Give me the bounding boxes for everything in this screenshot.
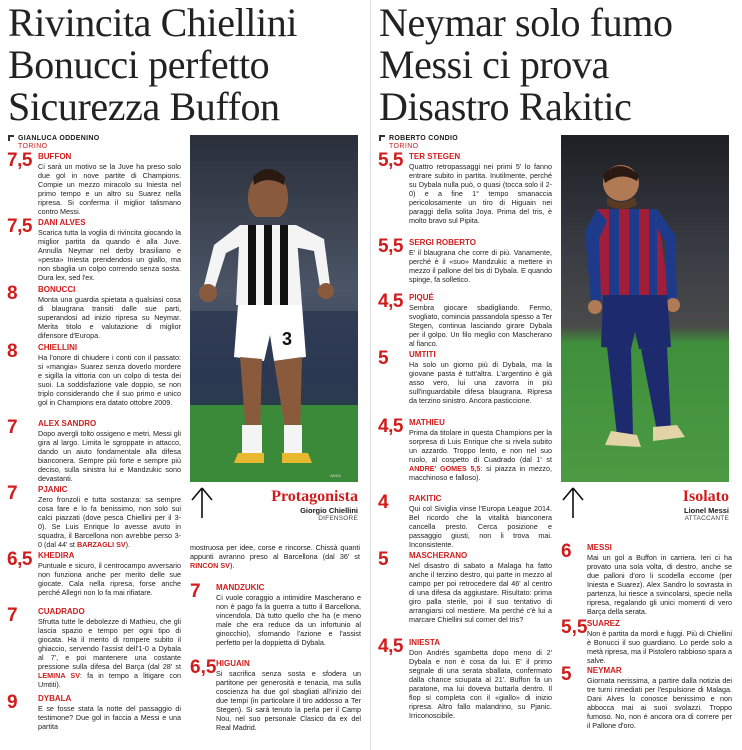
- grade-player: UMTITI: [409, 350, 436, 359]
- grade-player: CHIELLINI: [38, 343, 78, 352]
- grade-score: 7: [7, 417, 18, 438]
- grade-score: 4: [378, 492, 389, 513]
- shirt-number: 3: [282, 329, 293, 349]
- grade-text: Giornata nerissima, a partire dalla notizia dei tre turni rimediati per l'espulsione di Malaga. Dani Alves lo conosce benissimo e non abbocca mai ai suoi svolazzi. Troppo fumoso. No, non è ancora ora di correre per il Pallone d'oro.: [587, 676, 732, 730]
- byline-author: ROBERTO CONDIO: [389, 135, 459, 142]
- grade-text: Don Andrés sgambetta dopo meno di 2' Dybala e non è cosa da lui. E' il primo segnale di una serata sballata, confermato dalla chance sciupata al 21'. Buffon fa un paratone, ma lui doveva buttarla dentro. Il flop si completa con il «giallo» di inizio ripresa. Altro fallo malandrino, su Pjanic. Irriconoscibile.: [409, 648, 552, 720]
- messi-photo: [561, 135, 729, 482]
- grade-text-body: Zero fronzoli e tutta sostanza: sa sempre cosa fare e lo fa benissimo, non solo sui calci piazzati (dove pesca Chiellini per il 3-0). Se Luis Enrique lo avesse avuto in squadra, il Barcellona non avrebbe perso 3-0 (dal 44' st: [38, 495, 181, 549]
- grade-player: MASCHERANO: [409, 551, 468, 560]
- grade-player: PIQUÉ: [409, 293, 434, 302]
- messi-photo-illustration: [561, 135, 729, 482]
- continuation-tail: ).: [229, 561, 235, 570]
- substitute-ref: LEMINA SV: [38, 671, 80, 680]
- grade-text: Ci sarà un motivo se la Juve ha preso solo due gol in nove partite di Champions. Compie un mezzo miracolo su Iniesta nel primo tempo e un altro su Suarez nella ripresa. Si conferma il miglior talismano contro Messi.: [38, 162, 181, 216]
- right-byline: [379, 135, 458, 151]
- grade-text: Non è partita da mordi e fuggi. Più di Chiellini è Bonucci il suo guardiano. Lo perde solo a metà ripresa, ma il Pistolero rabbioso spara a salve.: [587, 629, 732, 665]
- substitute-ref: ANDRE' GOMES 5,5: [409, 464, 481, 473]
- grade-text: [38, 495, 181, 549]
- photo-player: Lionel Messi: [683, 506, 729, 515]
- grade-score: 5,5: [378, 150, 403, 171]
- grade-score: 6: [561, 541, 572, 562]
- chiellini-photo-illustration: [190, 135, 358, 482]
- grade-player: PJANIC: [38, 485, 68, 494]
- left-headline-line-2: Bonucci perfetto: [8, 42, 270, 87]
- grade-text: Qui col Siviglia vinse l'Europa League 2014. Bel ricordo che la vitalità bianconera cancella presto. Cerca posizione e passaggio giusti, non li trova mai. Inconsistente.: [409, 504, 552, 549]
- byline-corner-icon: [8, 135, 14, 141]
- grade-text: Ci vuole coraggio a intimidire Mascherano e non è pago fa la guerra a tutto il Barcellona, vincendola. Dà tutto quello che ha (e meno male che era reduce da un infortunio al ginocchio), sfornando l'azione e l'assist perfetto per la doppietta di Dybala.: [216, 593, 361, 647]
- grade-text: Monta una guardia spietata a qualsiasi cosa di blaugrana transiti dalle sue parti, superandosi ad inizio ripresa su Neymar. Merita titolo e valutazione di miglior difensore d'Europa.: [38, 295, 181, 340]
- grade-score: 5: [378, 348, 389, 369]
- dybala-continuation: [190, 543, 360, 570]
- grade-score: 7,5: [7, 216, 32, 237]
- grade-score: 5: [378, 549, 389, 570]
- grade-text: Mai un gol a Buffon in carriera. Ieri ci ha provato una sola volta, di destro, anche se due palloni d'oro li scodella eccome (per Iniesta e Suarez). Alex Sandro lo sovrasta in partenza, lui riesce a svincolarsi, specie nella ripresa, regalando gli unici momenti di vero Barça della serata.: [587, 553, 732, 616]
- grade-player: CUADRADO: [38, 607, 85, 616]
- substitute-ref: RINCON SV: [190, 561, 230, 570]
- grade-player: BUFFON: [38, 152, 72, 161]
- grade-score: 4,5: [378, 416, 403, 437]
- grade-score: 9: [7, 692, 18, 713]
- left-headline: [8, 2, 363, 128]
- grade-score: 5,5: [378, 236, 403, 257]
- chiellini-photo: [190, 135, 358, 482]
- grade-player: DYBALA: [38, 694, 72, 703]
- grade-text-tail: : si piazza in mezzo, macchinoso e falloso).: [409, 464, 552, 482]
- left-headline-line-1: Rivincita Chiellini: [8, 0, 298, 45]
- arrow-up-icon: [190, 486, 214, 520]
- photo-player: Giorgio Chiellini: [300, 506, 358, 515]
- grade-score: 4,5: [378, 291, 403, 312]
- photo-position: ATTACCANTE: [684, 515, 729, 522]
- grade-score: 7: [7, 483, 18, 504]
- grade-text: Dopo avergli tolto ossigeno e metri, Messi gli gira al largo. Limita le sgroppate in attacco, dando un aiuto fondamentale alla difesa bianconera. Sempre più forte e sempre più deciso, sulla sinistra lui e Mandzukic sono devastanti.: [38, 429, 181, 483]
- photo-credit: ANSA: [330, 473, 341, 478]
- grade-player: RAKITIC: [409, 494, 442, 503]
- right-article: [371, 0, 742, 750]
- grade-text: Ha solo un giorno più di Dybala, ma la giovane pasta è tutt'altra. L'argentino è già asso vero, lui una zavorra in più sull'inguardabile difesa blaugrana. Ripresa da terzino sinistro. Ancora pasticcione.: [409, 360, 552, 405]
- grade-score: 7,5: [7, 150, 32, 171]
- grade-text: Puntuale e sicuro, il centrocampo avversario non funziona anche per merito delle sue giocate. Cala nella ripresa, forse anche perché Allegri non lo fa mai rifiatare.: [38, 561, 181, 597]
- grade-text: Ha l'onore di chiudere i conti con il passato: si «mangia» Suarez senza doverlo mordere e sigilla la vittoria con un colpo di testa dei suoi. La soddisfazione vale doppio, se non triplo considerando che il suo primo e unico gol in Champions era datato ottobre 2009.: [38, 353, 181, 407]
- grade-player: BONUCCI: [38, 285, 76, 294]
- grade-player: HIGUAIN: [216, 659, 250, 668]
- grade-text-tail: : fa in tempo a litigare con Umtiti).: [38, 671, 181, 689]
- grade-player: NEYMAR: [587, 666, 622, 675]
- left-headline-line-3: Sicurezza Buffon: [8, 84, 280, 129]
- messi-photo-caption: [561, 484, 729, 524]
- grade-text: E se fosse stata la notte del passaggio di testimone? Due gol in faccia a Messi e una partita: [38, 704, 181, 731]
- right-headline-line-1: Neymar solo fumo: [379, 0, 673, 45]
- byline-author: GIANLUCA ODDENINO: [18, 135, 100, 142]
- grade-text: Sembra giocare sbadigliando. Fermo, svogliato, comincia passandola spesso a Ter Stegen, continua lasciando girare Dybala per il golpo. Un filo meglio con Mascherano al fianco.: [409, 303, 552, 348]
- grade-score: 6,5: [190, 657, 217, 678]
- left-byline: [8, 135, 99, 151]
- grade-text: Scarica tutta la voglia di rivincita giocando la miglior partita da quando è alla Juve. Annulla Neymar nel derby brasiliano e «pesta» Iniesta prendendosi un giallo, ma non sbaglia un colpo correndo senza sosta. Dura lex, sed l'ex.: [38, 228, 181, 282]
- grade-player: MESSI: [587, 543, 612, 552]
- photo-position: DIFENSORE: [318, 515, 358, 522]
- grade-player: MATHIEU: [409, 418, 445, 427]
- grade-player: MANDZUKIC: [216, 583, 265, 592]
- grade-score: 8: [7, 283, 18, 304]
- grade-score: 7: [7, 605, 18, 626]
- chiellini-photo-caption: [190, 484, 358, 524]
- grade-player: DANI ALVES: [38, 218, 86, 227]
- grade-text: E' il blaugrana che corre di più. Vanamente, perché è il «suo» Mandzukic a mettere in mezzo il pallone del bis di Dybala. E quando spinge, fa solletico.: [409, 248, 552, 284]
- continuation-body: mostruosa per idee, corse e rincorse. Chissà quanti appunti avranno preso al Barcellona (dal 36' st: [190, 543, 360, 561]
- byline-city: TORINO: [18, 143, 48, 150]
- byline-city: TORINO: [389, 143, 419, 150]
- grade-text: Si sacrifica senza sosta e sfodera un partitone per generosità e tenacia, ma sulla coscienza ha due gol sbagliati all'inizio dei due tempi (in particolare il tiro addosso a Ter Stegen). Si sarà tenuto la perla per il Camp Nou, nel suo personale Clasico da ex del Real Madrid.: [216, 669, 361, 732]
- grade-text: Nel disastro di sabato a Malaga ha fatto anche il terzino destro, qui parte in mezzo al campo per poi retrocedere dal 46' al centro di una difesa da aggiustare. Risultato: prima giro palla sterile, poi il suo tentativo di arrangiarsi col mestiere. Ma perché c'è lui a marcare Chiellini sul corner del tris?: [409, 561, 552, 624]
- photo-role: Isolato: [682, 488, 729, 505]
- grade-score: 8: [7, 341, 18, 362]
- substitute-ref: BARZAGLI SV: [76, 540, 126, 549]
- grade-text: [409, 428, 552, 482]
- grade-score: 5: [561, 664, 572, 685]
- grade-player: SERGI ROBERTO: [409, 238, 476, 247]
- grade-player: ALEX SANDRO: [38, 419, 97, 428]
- grade-score: 4,5: [378, 636, 403, 657]
- grade-text-tail: ).: [125, 540, 131, 549]
- arrow-up-icon: [561, 486, 585, 520]
- grade-player: INIESTA: [409, 638, 440, 647]
- right-headline: [379, 2, 734, 128]
- grade-player: TER STEGEN: [409, 152, 461, 161]
- byline-corner-icon: [379, 135, 385, 141]
- grade-score: 7: [190, 581, 201, 602]
- right-headline-line-2: Messi ci prova: [379, 42, 609, 87]
- grade-text: [38, 617, 181, 689]
- grade-text: Quattro retropassaggi nei primi 5' lo fanno entrare subito in partita. Inutilmente, perché su Dybala nulla può, o quasi (tocca solo il 2-0) e a fine 1° tempo smanaccia pericolosamente un tiro di Higuain nei paraggi della solita Joya. Prima del tris, è molto bravo sul Pipita.: [409, 162, 552, 225]
- grade-score: 6,5: [7, 549, 32, 570]
- right-headline-line-3: Disastro Rakitic: [379, 84, 632, 129]
- grade-text-body: Sfrutta tutte le debolezze di Mathieu, che gli lascia spazio e tempo per ogni tipo di giocata. Ha il merito di rompere subito il ghiaccio, servendo l'assist dell'1-0 a Dybala al 7', e poi mantenere una costante pressione sulla difesa del Barça (dal 28' st: [38, 617, 181, 671]
- photo-role: Protagonista: [271, 488, 358, 505]
- grade-player: KHEDIRA: [38, 551, 75, 560]
- grade-text-body: Prima da titolare in questa Champions per la sorpresa di Luis Enrique che si rivela subito un azzardo. Troppo lento, e non nel suo ruolo, al cospetto di Cuadrado (dal 1' st: [409, 428, 552, 464]
- grade-score: 5,5: [561, 617, 588, 638]
- grade-player: SUAREZ: [587, 619, 620, 628]
